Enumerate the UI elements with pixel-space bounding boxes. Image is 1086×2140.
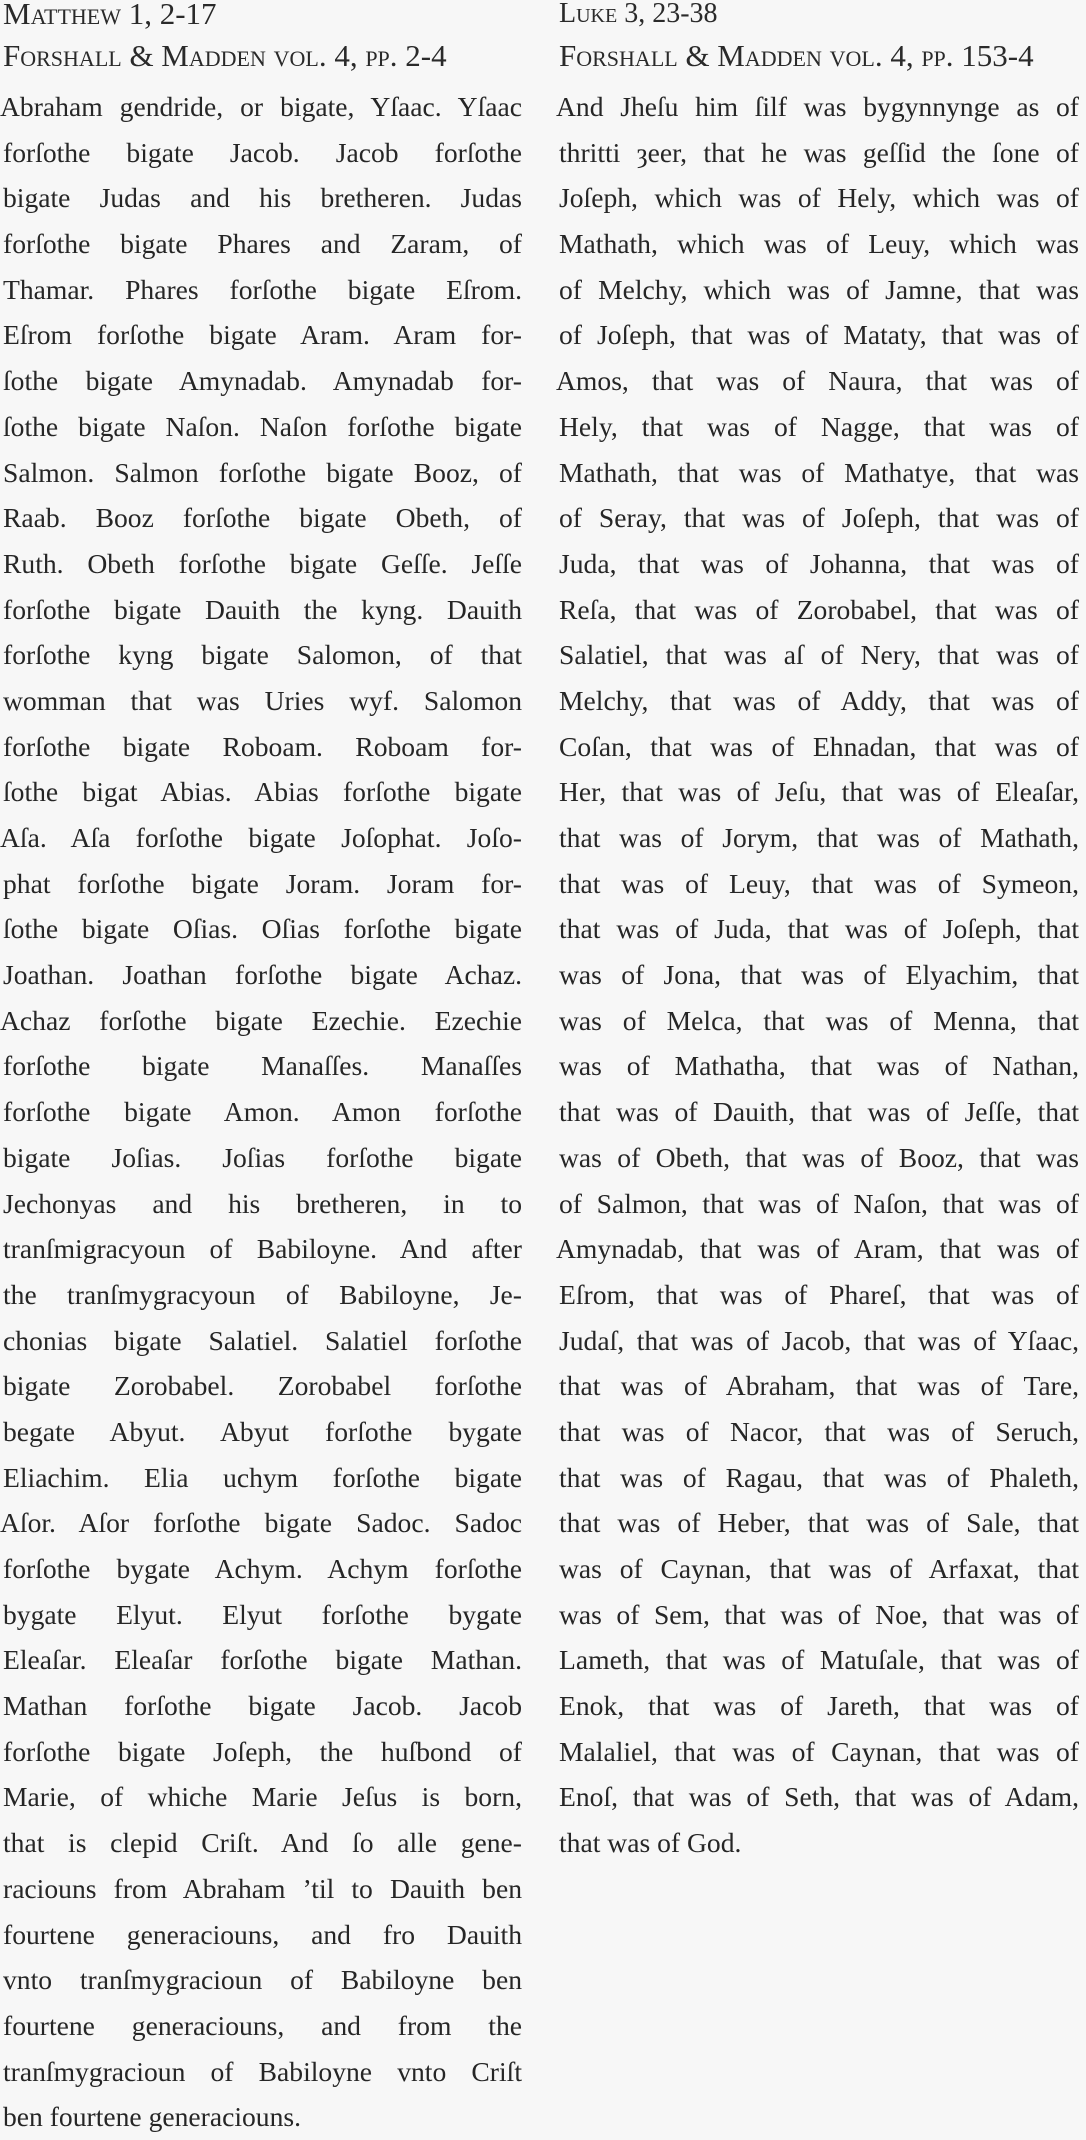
luke-line: Lameth, that was of Matuſale, that was of bbox=[559, 1644, 1079, 1676]
matthew-line: fourtene generaciouns, and fro Dauith bbox=[3, 1918, 522, 1950]
matthew-line: forſothe kyng bigate Salomon, of that bbox=[3, 639, 522, 671]
matthew-line: the tranſmygracyoun of Babiloyne, Je- bbox=[3, 1278, 522, 1310]
matthew-line: ben fourtene generaciouns. bbox=[3, 2101, 302, 2133]
matthew-line: Achaz forſothe bigate Ezechie. Ezechie bbox=[0, 1004, 522, 1036]
matthew-line: forſothe bygate Achym. Achym forſothe bbox=[3, 1553, 522, 1584]
luke-line: was of Jona, that was of Elyachim, that bbox=[559, 959, 1079, 991]
luke-line: Her, that was of Jeſu, that was of Eleaſar, bbox=[559, 776, 1079, 808]
luke-line: that was of Leuy, that was of Symeon, bbox=[559, 867, 1079, 899]
luke-line: Mathath, which was of Leuy, which was bbox=[559, 228, 1079, 260]
matthew-line: fourtene generaciouns, and from the bbox=[3, 2009, 522, 2041]
matthew-line: begate Abyut. Abyut forſothe bygate bbox=[3, 1415, 522, 1447]
luke-line: Amynadab, that was of Aram, that was of bbox=[556, 1233, 1079, 1265]
matthew-line: Eſrom forſothe bigate Aram. Aram for- bbox=[3, 319, 522, 351]
luke-line: that was of Jorym, that was of Mathath, bbox=[559, 822, 1079, 853]
luke-line: Judaſ, that was of Jacob, that was of Yſaac, bbox=[559, 1324, 1079, 1356]
luke-line: Reſa, that was of Zorobabel, that was of bbox=[559, 593, 1079, 625]
matthew-line: Thamar. Phares forſothe bigate Eſrom. bbox=[3, 273, 522, 305]
matthew-line: Abraham gendride, or bigate, Yſaac. Yſaac bbox=[0, 91, 522, 122]
luke-text bbox=[556, 84, 1079, 1866]
matthew-line: forſothe bigate Phares and Zaram, of bbox=[3, 228, 522, 260]
luke-line: that was of Dauith, that was of Jeſſe, that bbox=[559, 1096, 1079, 1128]
luke-line: was of Mathatha, that was of Nathan, bbox=[559, 1050, 1079, 1082]
luke-line: Eſrom, that was of Phareſ, that was of bbox=[559, 1278, 1079, 1310]
luke-line: that was of Juda, that was of Joſeph, that bbox=[559, 913, 1079, 945]
matthew-line: ſothe bigat Abias. Abias forſothe bigate bbox=[3, 776, 522, 808]
matthew-line: raciouns from Abraham ’til to Dauith ben bbox=[3, 1872, 522, 1904]
matthew-line: bigate Judas and his bretheren. Judas bbox=[3, 182, 522, 214]
matthew-line: Aſa. Aſa forſothe bigate Joſophat. Joſo- bbox=[0, 822, 522, 853]
matthew-line: bigate Joſias. Joſias forſothe bigate bbox=[3, 1141, 522, 1173]
luke-line: Melchy, that was of Addy, that was of bbox=[559, 684, 1079, 716]
matthew-line: chonias bigate Salatiel. Salatiel forſothe bbox=[3, 1324, 522, 1356]
matthew-line: Eleaſar. Eleaſar forſothe bigate Mathan. bbox=[3, 1644, 522, 1676]
luke-line: Hely, that was of Nagge, that was of bbox=[559, 410, 1079, 442]
matthew-line: womman that was Uries wyf. Salomon bbox=[3, 684, 522, 716]
luke-line: of Seray, that was of Joſeph, that was of bbox=[559, 502, 1079, 534]
luke-line: was of Melca, that was of Menna, that bbox=[559, 1004, 1079, 1036]
luke-line: Coſan, that was of Ehnadan, that was of bbox=[559, 730, 1079, 762]
matthew-source: Forshall & Madden vol. 4, pp. 2-4 bbox=[3, 38, 447, 73]
luke-line: And Jheſu him ſilf was bygynnynge as of bbox=[556, 91, 1079, 122]
luke-line: that was of God. bbox=[559, 1827, 742, 1859]
luke-line: that was of Ragau, that was of Phaleth, bbox=[559, 1461, 1079, 1493]
luke-source: Forshall & Madden vol. 4, pp. 153-4 bbox=[559, 38, 1034, 73]
luke-line: was of Sem, that was of Noe, that was of bbox=[559, 1598, 1079, 1630]
matthew-line: Mathan forſothe bigate Jacob. Jacob bbox=[3, 1690, 522, 1722]
luke-line: of Melchy, which was of Jamne, that was bbox=[559, 273, 1079, 305]
matthew-line: phat forſothe bigate Joram. Joram for- bbox=[3, 867, 522, 899]
matthew-line: forſothe bigate Joſeph, the huſbond of bbox=[3, 1735, 522, 1767]
matthew-line: Marie, of whiche Marie Jeſus is born, bbox=[3, 1781, 522, 1813]
luke-line: that was of Abraham, that was of Tare, bbox=[559, 1370, 1079, 1402]
matthew-line: Salmon. Salmon forſothe bigate Booz, of bbox=[3, 456, 522, 488]
matthew-line: ſothe bigate Amynadab. Amynadab for- bbox=[3, 365, 522, 397]
matthew-line: Ruth. Obeth forſothe bigate Geſſe. Jeſſe bbox=[3, 547, 522, 579]
matthew-line: bygate Elyut. Elyut forſothe bygate bbox=[3, 1598, 522, 1630]
luke-line: Salatiel, that was aſ of Nery, that was of bbox=[559, 639, 1079, 671]
matthew-line: forſothe bigate Dauith the kyng. Dauith bbox=[3, 593, 522, 625]
matthew-line: bigate Zorobabel. Zorobabel forſothe bbox=[3, 1370, 522, 1402]
matthew-line: forſothe bigate Amon. Amon forſothe bbox=[3, 1096, 522, 1128]
luke-line: that was of Heber, that was of Sale, that bbox=[559, 1507, 1079, 1539]
luke-line: Enok, that was of Jareth, that was of bbox=[559, 1690, 1079, 1722]
luke-line: Juda, that was of Johanna, that was of bbox=[559, 547, 1079, 579]
luke-line: Malaliel, that was of Caynan, that was of bbox=[559, 1735, 1079, 1767]
matthew-line: Aſor. Aſor forſothe bigate Sadoc. Sadoc bbox=[0, 1507, 522, 1539]
matthew-title: Matthew 1, 2-17 bbox=[3, 0, 217, 31]
luke-line: Joſeph, which was of Hely, which was of bbox=[559, 182, 1079, 214]
matthew-line: Joathan. Joathan forſothe bigate Achaz. bbox=[3, 959, 522, 991]
matthew-line: that is clepid Criſt. And ſo alle gene- bbox=[3, 1827, 522, 1859]
luke-line: was of Caynan, that was of Arfaxat, that bbox=[559, 1553, 1079, 1584]
luke-line: Enoſ, that was of Seth, that was of Adam, bbox=[559, 1781, 1079, 1813]
matthew-line: ſothe bigate Naſon. Naſon forſothe bigate bbox=[3, 410, 522, 442]
matthew-line: Raab. Booz forſothe bigate Obeth, of bbox=[3, 502, 522, 534]
matthew-line: tranſmygracioun of Babiloyne vnto Criſt bbox=[3, 2055, 522, 2087]
luke-title: Luke 3, 23-38 bbox=[559, 0, 718, 29]
matthew-line: forſothe bigate Manaſſes. Manaſſes bbox=[3, 1050, 522, 1082]
matthew-line: tranſmigracyoun of Babiloyne. And after bbox=[3, 1233, 522, 1265]
luke-line: that was of Nacor, that was of Seruch, bbox=[559, 1415, 1079, 1447]
luke-line: of Salmon, that was of Naſon, that was of bbox=[559, 1187, 1079, 1219]
luke-line: of Joſeph, that was of Mataty, that was of bbox=[559, 319, 1079, 351]
matthew-line: vnto tranſmygracioun of Babiloyne ben bbox=[3, 1964, 522, 1996]
luke-line: Mathath, that was of Mathatye, that was bbox=[559, 456, 1079, 488]
matthew-line: Eliachim. Elia uchym forſothe bigate bbox=[3, 1461, 522, 1493]
matthew-line: Jechonyas and his bretheren, in to bbox=[3, 1187, 522, 1219]
luke-line: was of Obeth, that was of Booz, that was bbox=[559, 1141, 1079, 1173]
matthew-text bbox=[0, 84, 522, 2140]
matthew-line: forſothe bigate Roboam. Roboam for- bbox=[3, 730, 522, 762]
matthew-line: ſothe bigate Oſias. Oſias forſothe bigate bbox=[3, 913, 522, 945]
matthew-line: forſothe bigate Jacob. Jacob forſothe bbox=[3, 136, 522, 168]
luke-line: thritti ȝeer, that he was geſſid the ſone of bbox=[559, 136, 1079, 168]
luke-line: Amos, that was of Naura, that was of bbox=[556, 365, 1079, 397]
